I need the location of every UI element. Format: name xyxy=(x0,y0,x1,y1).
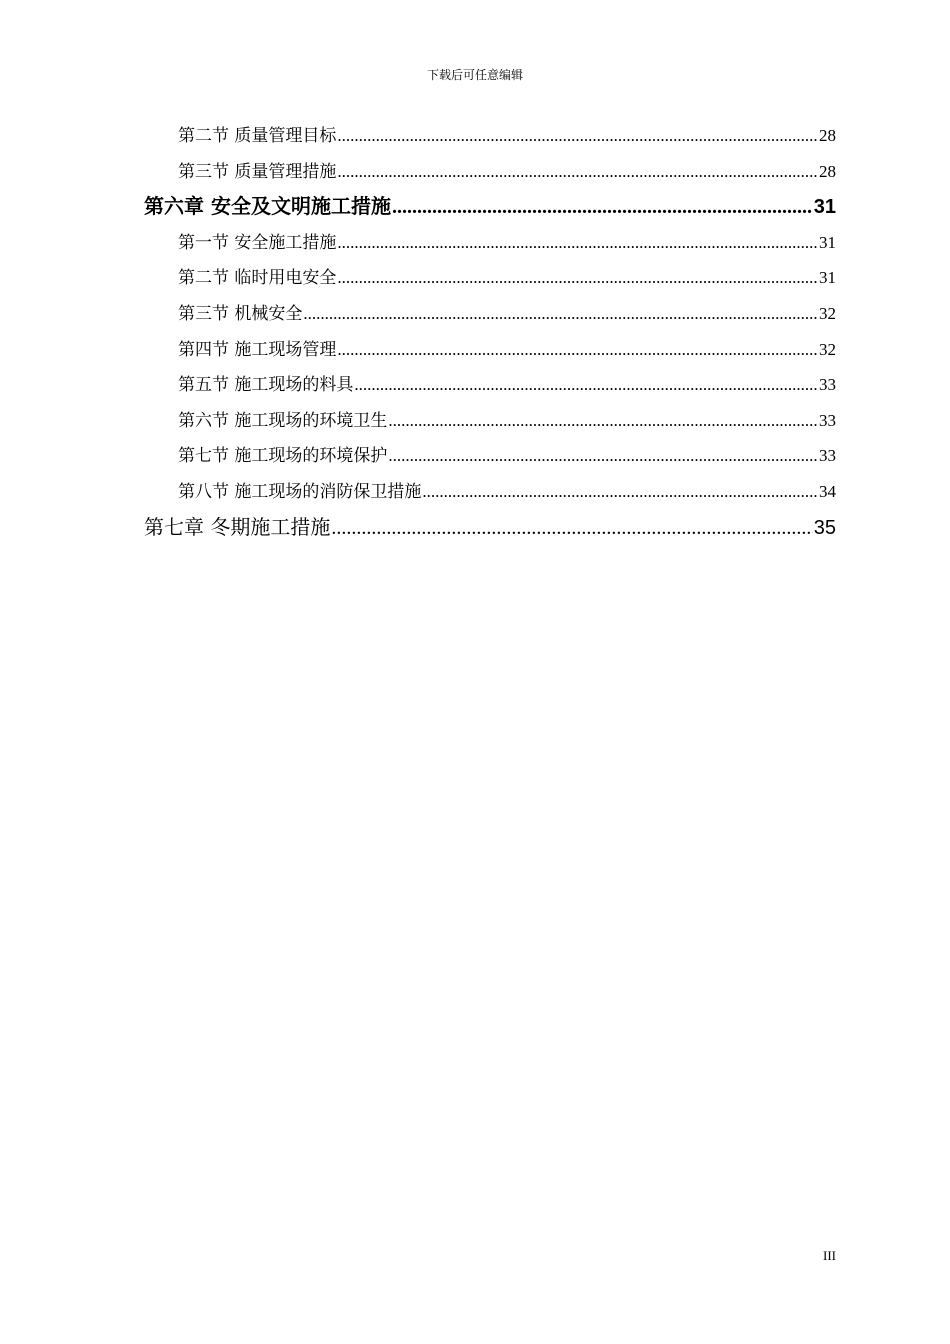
toc-entry[interactable] xyxy=(144,225,836,261)
toc-entry[interactable] xyxy=(144,474,836,510)
toc-entry[interactable] xyxy=(144,438,836,474)
toc-chapter-title: 第六章 安全及文明施工措施 xyxy=(144,194,391,219)
toc-entry-page: 32 xyxy=(819,339,836,359)
toc-entry-page: 31 xyxy=(819,232,836,252)
dot-leader xyxy=(331,511,812,546)
toc-entry[interactable] xyxy=(144,118,836,154)
dot-leader xyxy=(337,260,818,296)
toc-entry-page: 32 xyxy=(819,303,836,323)
dot-leader xyxy=(337,154,818,190)
toc-entry-title: 第八节 施工现场的消防保卫措施 xyxy=(178,481,422,502)
toc-entry-title: 第四节 施工现场管理 xyxy=(178,339,337,360)
toc-entry-page: 33 xyxy=(819,446,836,466)
toc-entry-page: 33 xyxy=(819,375,836,395)
toc-entry-page: 34 xyxy=(819,481,836,501)
toc-chapter-entry[interactable] xyxy=(144,510,836,546)
dot-leader xyxy=(337,118,818,154)
toc-entry-page: 28 xyxy=(819,161,836,181)
toc-chapter-title: 第七章 冬期施工措施 xyxy=(144,514,331,539)
dot-leader xyxy=(303,296,818,332)
toc-entry-title: 第一节 安全施工措施 xyxy=(178,232,337,253)
toc-entry[interactable] xyxy=(144,332,836,368)
toc-chapter-page: 31 xyxy=(813,196,836,219)
toc-entry-title: 第二节 临时用电安全 xyxy=(178,268,337,289)
table-of-contents xyxy=(144,118,836,545)
toc-entry-title: 第二节 质量管理目标 xyxy=(178,126,337,146)
dot-leader xyxy=(392,190,813,225)
toc-entry-page: 31 xyxy=(819,268,836,288)
toc-chapter-entry[interactable] xyxy=(144,189,836,225)
toc-entry-title: 第六节 施工现场的环境卫生 xyxy=(178,410,388,431)
toc-entry-title: 第五节 施工现场的料具 xyxy=(178,375,354,396)
dot-leader xyxy=(388,403,818,439)
dot-leader xyxy=(422,474,818,510)
toc-entry-title: 第三节 机械安全 xyxy=(178,303,303,324)
dot-leader xyxy=(354,367,818,403)
page-header: 下载后可任意编辑 xyxy=(426,68,523,82)
dot-leader xyxy=(337,332,818,368)
toc-entry[interactable] xyxy=(144,367,836,403)
toc-entry[interactable] xyxy=(144,260,836,296)
toc-entry[interactable] xyxy=(144,403,836,439)
dot-leader xyxy=(337,225,818,261)
toc-chapter-page: 35 xyxy=(813,516,836,539)
toc-entry-title: 第三节 质量管理措施 xyxy=(178,161,337,182)
toc-entry-page: 28 xyxy=(819,126,836,145)
toc-entry-page: 33 xyxy=(819,410,836,430)
toc-entry[interactable] xyxy=(144,154,836,190)
dot-leader xyxy=(388,438,818,474)
toc-entry[interactable] xyxy=(144,296,836,332)
page-number: III xyxy=(823,1248,836,1263)
toc-entry-title: 第七节 施工现场的环境保护 xyxy=(178,446,388,467)
